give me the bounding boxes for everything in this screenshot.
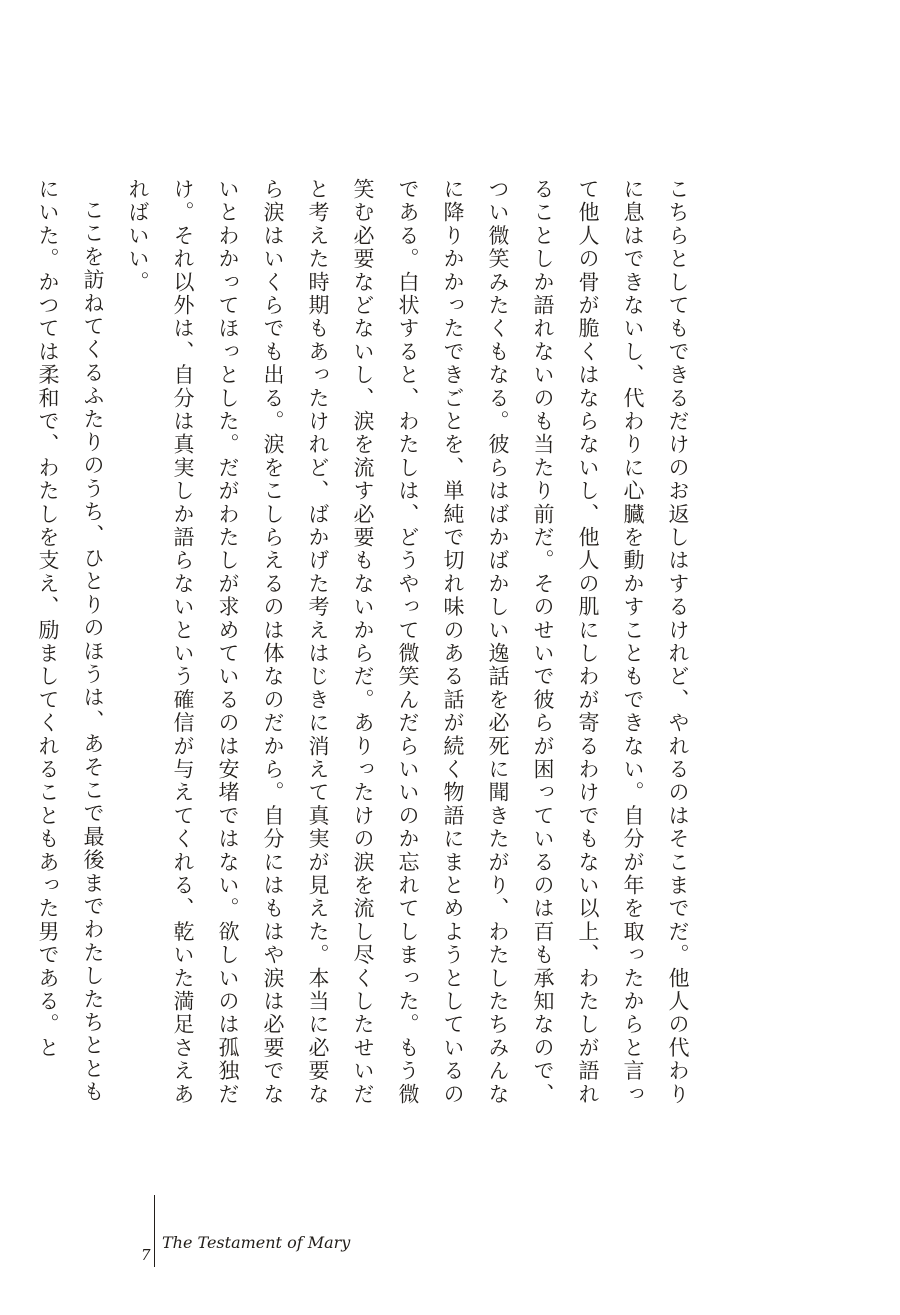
paragraph-1: こちらとしてもできるだけのお返しはするけれど、やれるのはそこまでだ。他人の代わりに息はできないし、代わりに心臓を動かすこともできない。自分が年を取ったからと言って他人の骨が脆くはならないし、他人の肌にしわが寄るわけでもない以上、わたしが語れることしか語れないのも当たり前だ。そのせいで彼らが困っているのは百も承知なので、つい微笑みたくもなる。彼らはばかばかしい逸話を必死に聞きたがり、わたしたちみんなに降りかかったできごとを、単純で切れ味のある話が続く物語にまとめようとしているのである。白状すると、わたしは、どうやって微笑んだらいいのか忘れてしまった。もう微笑む必要などないし、涙を流す必要もないからだ。ありったけの涙を流し尽くしたせいだと考えた時期もあったけれど、ばかげた考えはじきに消えて真実が見えた。本当に必要なら涙はいくらでも出る。涙をこしらえるのは体なのだから。自分にはもはや涙は必要でないとわかってほっとした。だがわたしが求めているのは安堵ではない。欲しいのは孤独だけ。それ以外は、自分は真実しか語らないという確信が与えてくれる、乾いた満足さえあればいい。 xyxy=(126,178,690,1106)
footer-rule xyxy=(154,1195,155,1267)
running-title: The Testament of Mary xyxy=(162,1233,351,1252)
body-text xyxy=(36,178,700,1118)
page-number: 7 xyxy=(141,1246,151,1264)
paragraph-2: ここを訪ねてくるふたりのうち、ひとりのほうは、あそこで最後までわたしたちとともにいた。かつては柔和で、わたしを支え、励ましてくれることもあった男である。と xyxy=(36,178,105,1104)
